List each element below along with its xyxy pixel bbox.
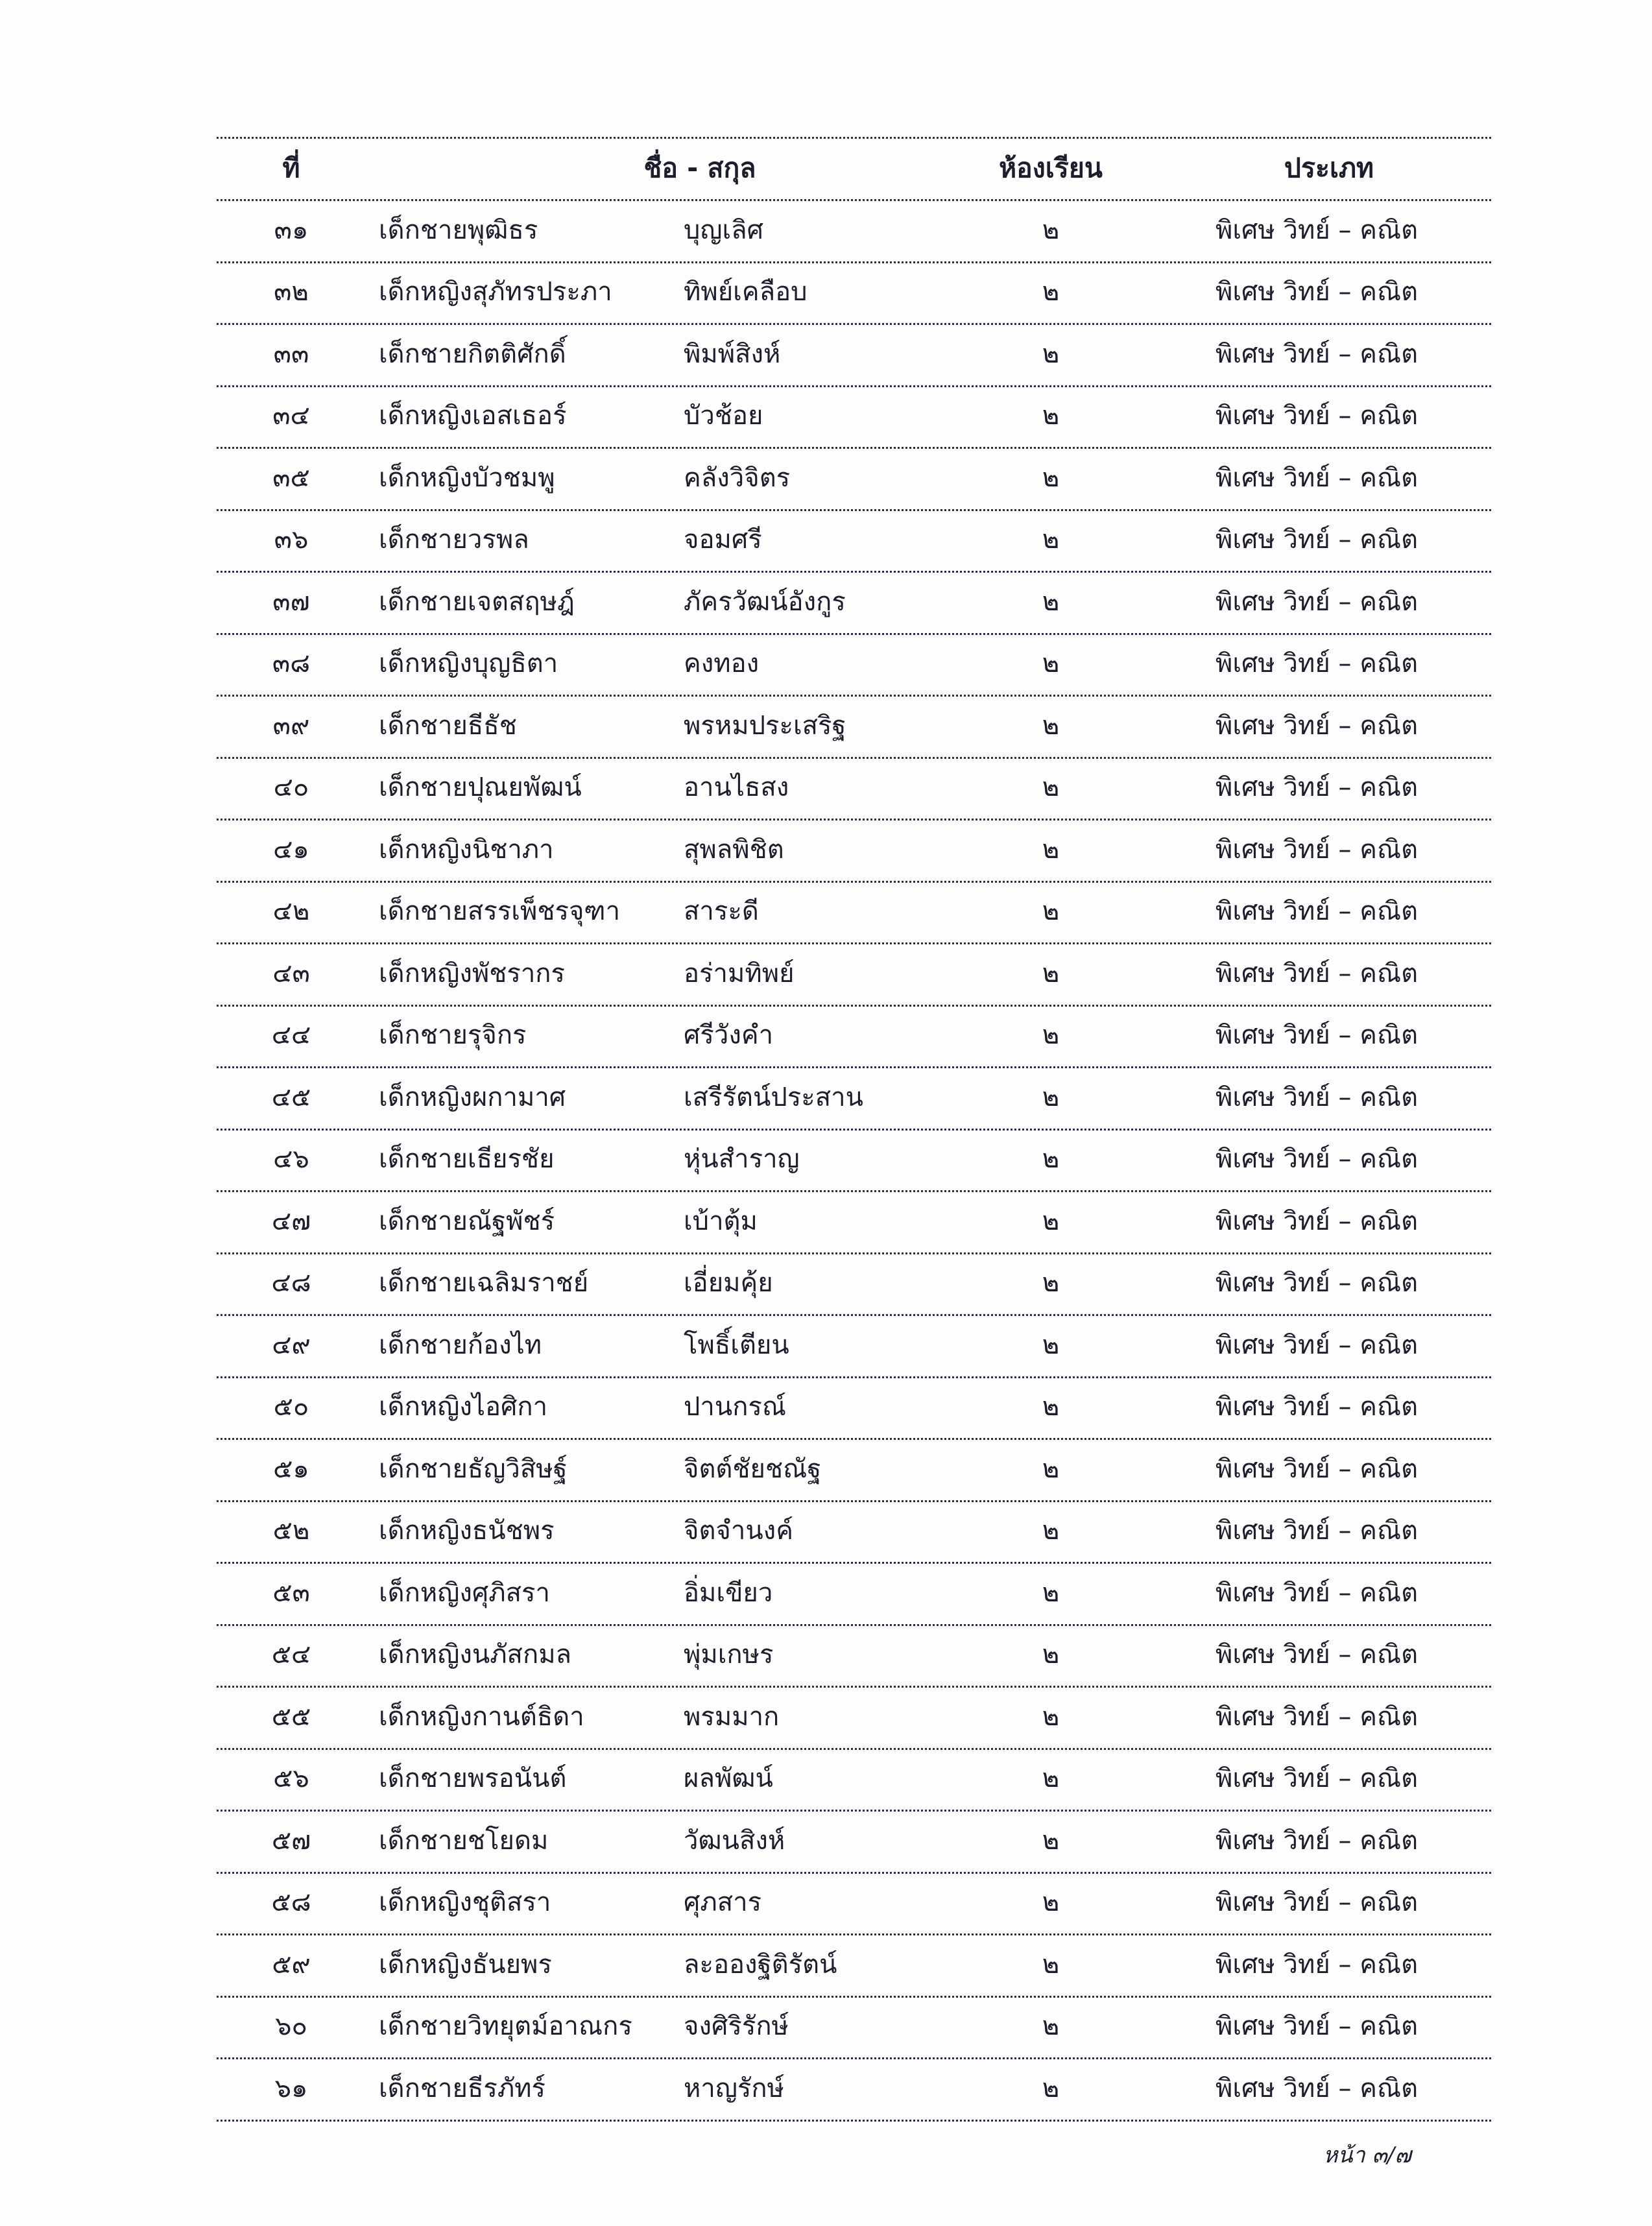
- cell-number: ๕๗: [271, 1825, 311, 1856]
- cell-type: พิเศษ วิทย์ – คณิต: [1215, 339, 1419, 369]
- cell-room: ๒: [1042, 1454, 1060, 1484]
- cell-last-name: คงทอง: [684, 649, 760, 678]
- table-row: [217, 385, 1491, 447]
- table-row: [217, 1376, 1491, 1438]
- cell-type: พิเศษ วิทย์ – คณิต: [1215, 2011, 1419, 2041]
- cell-type: พิเศษ วิทย์ – คณิต: [1215, 1330, 1419, 1360]
- row-divider: [217, 2120, 1491, 2122]
- cell-room: ๒: [1042, 1268, 1060, 1298]
- cell-first-name: เด็กชายวิทยุตม์อาณกร: [379, 2011, 632, 2041]
- header-type: ประเภท: [1284, 152, 1374, 184]
- cell-number: ๓๒: [274, 277, 309, 307]
- table-header-row: [217, 137, 1491, 199]
- cell-type: พิเศษ วิทย์ – คณิต: [1215, 896, 1419, 926]
- cell-first-name: เด็กหญิงเอสเธอร์: [379, 401, 567, 431]
- cell-first-name: เด็กชายสรรเพ็ชรจุฑา: [379, 896, 621, 926]
- table-row: [217, 881, 1491, 942]
- table-row: [217, 633, 1491, 695]
- cell-number: ๔๖: [273, 1144, 309, 1174]
- cell-last-name: อิ่มเขียว: [684, 1577, 773, 1608]
- cell-room: ๒: [1042, 2073, 1060, 2103]
- cell-number: ๔๑: [273, 834, 309, 865]
- cell-room: ๒: [1042, 586, 1060, 617]
- cell-last-name: ศุภสาร: [684, 1887, 762, 1917]
- cell-number: ๔๘: [271, 1268, 311, 1298]
- cell-number: ๓๘: [272, 649, 311, 678]
- cell-first-name: เด็กชายวรพล: [379, 525, 529, 555]
- cell-last-name: ทิพย์เคลือบ: [684, 277, 808, 307]
- cell-room: ๒: [1042, 1949, 1060, 1980]
- cell-last-name: จงศิริรักษ์: [684, 2011, 789, 2041]
- cell-last-name: บัวช้อย: [684, 401, 763, 431]
- table-row: [217, 571, 1491, 632]
- cell-room: ๒: [1042, 1516, 1060, 1546]
- cell-type: พิเศษ วิทย์ – คณิต: [1215, 277, 1419, 307]
- cell-type: พิเศษ วิทย์ – คณิต: [1215, 958, 1419, 988]
- cell-number: ๔๙: [272, 1330, 311, 1360]
- cell-room: ๒: [1042, 525, 1060, 555]
- cell-first-name: เด็กชายธัญวิสิษฐ์: [379, 1454, 568, 1484]
- cell-number: ๔๒: [272, 896, 310, 926]
- table-row: [217, 1810, 1491, 1871]
- table-row: [217, 1252, 1491, 1314]
- cell-last-name: จอมศรี: [684, 525, 762, 555]
- cell-last-name: อานไธสง: [684, 772, 789, 802]
- cell-number: ๓๗: [272, 586, 310, 617]
- table-row: [217, 1686, 1491, 1747]
- cell-first-name: เด็กชายรุจิกร: [379, 1020, 527, 1050]
- cell-room: ๒: [1042, 1144, 1060, 1174]
- cell-number: ๕๖: [273, 1764, 309, 1793]
- cell-type: พิเศษ วิทย์ – คณิต: [1215, 1516, 1419, 1546]
- cell-type: พิเศษ วิทย์ – คณิต: [1215, 401, 1419, 431]
- cell-type: พิเศษ วิทย์ – คณิต: [1215, 1454, 1419, 1484]
- cell-last-name: ภัครวัฒน์อังกูร: [684, 586, 846, 617]
- cell-type: พิเศษ วิทย์ – คณิต: [1215, 1887, 1419, 1917]
- page-number: หน้า ๓/๗: [1323, 2142, 1411, 2168]
- cell-last-name: เสรีรัตน์ประสาน: [684, 1082, 863, 1112]
- cell-first-name: เด็กชายธีรภัทร์: [379, 2073, 546, 2103]
- cell-room: ๒: [1042, 896, 1060, 926]
- cell-type: พิเศษ วิทย์ – คณิต: [1215, 1764, 1419, 1793]
- cell-room: ๒: [1042, 958, 1060, 988]
- cell-room: ๒: [1042, 339, 1060, 369]
- table-row: [217, 509, 1491, 571]
- cell-first-name: เด็กชายก้องไท: [379, 1330, 542, 1360]
- cell-type: พิเศษ วิทย์ – คณิต: [1215, 1701, 1419, 1732]
- cell-number: ๕๓: [272, 1577, 310, 1608]
- table-row: [217, 1129, 1491, 1190]
- cell-last-name: คลังวิจิตร: [684, 462, 791, 493]
- cell-last-name: เบ้าตุ้ม: [684, 1206, 758, 1236]
- cell-first-name: เด็กหญิงสุภัทรประภา: [379, 277, 612, 307]
- cell-number: ๕๙: [272, 1949, 311, 1980]
- table-row: [217, 757, 1491, 819]
- cell-number: ๕๕: [271, 1701, 311, 1732]
- cell-number: ๓๔: [272, 401, 310, 431]
- cell-last-name: ศรีวังคำ: [684, 1020, 774, 1050]
- cell-first-name: เด็กชายชโยดม: [379, 1825, 549, 1856]
- cell-first-name: เด็กหญิงนิชาภา: [379, 834, 554, 865]
- cell-room: ๒: [1042, 462, 1060, 493]
- cell-type: พิเศษ วิทย์ – คณิต: [1215, 772, 1419, 802]
- table-row: [217, 942, 1491, 1004]
- cell-room: ๒: [1042, 1020, 1060, 1050]
- cell-number: ๓๑: [274, 215, 309, 245]
- cell-type: พิเศษ วิทย์ – คณิต: [1215, 834, 1419, 865]
- cell-type: พิเศษ วิทย์ – คณิต: [1215, 1392, 1419, 1422]
- cell-number: ๔๓: [272, 958, 310, 988]
- cell-number: ๔๔: [271, 1020, 311, 1050]
- header-room: ห้องเรียน: [999, 152, 1103, 184]
- cell-last-name: ผลพัฒน์: [684, 1764, 773, 1793]
- cell-last-name: สุพลพิชิต: [684, 834, 784, 865]
- cell-first-name: เด็กหญิงไอศิกา: [379, 1392, 548, 1422]
- cell-room: ๒: [1042, 2011, 1060, 2041]
- cell-last-name: พุ่มเกษร: [684, 1640, 774, 1670]
- table-row: [217, 261, 1491, 323]
- cell-first-name: เด็กชายพรอนันต์: [379, 1764, 567, 1793]
- cell-room: ๒: [1042, 1640, 1060, 1670]
- cell-first-name: เด็กหญิงศุภิสรา: [379, 1577, 550, 1608]
- cell-last-name: โพธิ์เตียน: [684, 1330, 789, 1360]
- cell-room: ๒: [1042, 710, 1060, 741]
- cell-number: ๓๖: [274, 525, 309, 555]
- cell-last-name: จิตจำนงค์: [684, 1516, 793, 1546]
- cell-first-name: เด็กหญิงชุติสรา: [379, 1887, 551, 1917]
- cell-type: พิเศษ วิทย์ – คณิต: [1215, 710, 1419, 741]
- header-name: ชื่อ - สกุล: [643, 152, 756, 184]
- table-row: [217, 695, 1491, 756]
- cell-type: พิเศษ วิทย์ – คณิต: [1215, 1825, 1419, 1856]
- cell-type: พิเศษ วิทย์ – คณิต: [1215, 1082, 1419, 1112]
- cell-first-name: เด็กชายปุณยพัฒน์: [379, 772, 582, 802]
- table-row: [217, 1933, 1491, 1995]
- cell-type: พิเศษ วิทย์ – คณิต: [1215, 1949, 1419, 1980]
- cell-last-name: หาญรักษ์: [684, 2073, 784, 2103]
- cell-type: พิเศษ วิทย์ – คณิต: [1215, 525, 1419, 555]
- cell-room: ๒: [1042, 1825, 1060, 1856]
- cell-first-name: เด็กหญิงธนัชพร: [379, 1516, 555, 1546]
- table-row: [217, 1500, 1491, 1562]
- table-row: [217, 2057, 1491, 2119]
- cell-type: พิเศษ วิทย์ – คณิต: [1215, 1640, 1419, 1670]
- cell-number: ๓๕: [272, 462, 310, 493]
- cell-number: ๕๘: [271, 1887, 311, 1917]
- cell-first-name: เด็กหญิงบัวชมพู: [379, 462, 555, 493]
- cell-room: ๒: [1042, 772, 1060, 802]
- cell-room: ๒: [1042, 649, 1060, 678]
- cell-first-name: เด็กหญิงกานต์ธิดา: [379, 1701, 584, 1732]
- cell-last-name: ละอองฐิติรัตน์: [684, 1949, 837, 1980]
- cell-number: ๓๙: [272, 710, 310, 741]
- table-row: [217, 447, 1491, 509]
- cell-number: ๕๑: [273, 1454, 309, 1484]
- cell-first-name: เด็กหญิงพัชรากร: [379, 958, 566, 988]
- cell-type: พิเศษ วิทย์ – คณิต: [1215, 1577, 1419, 1608]
- cell-last-name: พรหมประเสริฐ: [684, 710, 846, 741]
- cell-first-name: เด็กหญิงนภัสกมล: [379, 1640, 572, 1670]
- cell-type: พิเศษ วิทย์ – คณิต: [1215, 1268, 1419, 1298]
- cell-type: พิเศษ วิทย์ – คณิต: [1215, 2073, 1419, 2103]
- cell-number: ๔๐: [273, 772, 309, 802]
- cell-room: ๒: [1042, 1887, 1060, 1917]
- cell-number: ๕๒: [272, 1516, 310, 1546]
- cell-first-name: เด็กชายพุฒิธร: [379, 215, 538, 245]
- cell-room: ๒: [1042, 277, 1060, 307]
- cell-number: ๕๔: [271, 1640, 311, 1670]
- cell-number: ๕๐: [273, 1392, 309, 1422]
- cell-type: พิเศษ วิทย์ – คณิต: [1215, 586, 1419, 617]
- cell-type: พิเศษ วิทย์ – คณิต: [1215, 1144, 1419, 1174]
- table-row: [217, 1996, 1491, 2057]
- cell-number: ๔๗: [271, 1206, 311, 1236]
- cell-number: ๖๐: [275, 2011, 307, 2041]
- cell-room: ๒: [1042, 1577, 1060, 1608]
- table-row: [217, 1314, 1491, 1376]
- cell-type: พิเศษ วิทย์ – คณิต: [1215, 1206, 1419, 1236]
- table-row: [217, 1066, 1491, 1128]
- cell-last-name: เอี่ยมคุ้ย: [684, 1268, 773, 1298]
- cell-first-name: เด็กหญิงผกามาศ: [379, 1082, 566, 1112]
- cell-room: ๒: [1042, 215, 1060, 245]
- cell-room: ๒: [1042, 1764, 1060, 1793]
- table-row: [217, 1624, 1491, 1686]
- cell-first-name: เด็กชายเฉลิมราชย์: [379, 1268, 589, 1298]
- table-row: [217, 323, 1491, 385]
- cell-first-name: เด็กชายเธียรชัย: [379, 1144, 555, 1174]
- cell-last-name: บุญเลิศ: [684, 215, 764, 245]
- cell-last-name: พิมพ์สิงห์: [684, 339, 781, 369]
- table-row: [217, 1190, 1491, 1252]
- table-row: [217, 199, 1491, 261]
- cell-room: ๒: [1042, 1392, 1060, 1422]
- table-row: [217, 1872, 1491, 1933]
- cell-last-name: พรมมาก: [684, 1701, 780, 1732]
- cell-room: ๒: [1042, 1206, 1060, 1236]
- cell-number: ๖๑: [274, 2073, 308, 2103]
- table-row: [217, 1748, 1491, 1810]
- cell-last-name: วัฒนสิงห์: [684, 1825, 785, 1856]
- table-row: [217, 1438, 1491, 1500]
- cell-first-name: เด็กชายธีธัช: [379, 710, 517, 741]
- cell-room: ๒: [1042, 401, 1060, 431]
- cell-first-name: เด็กหญิงธันยพร: [379, 1949, 552, 1980]
- cell-room: ๒: [1042, 1701, 1060, 1732]
- header-number: ที่: [282, 152, 300, 184]
- cell-last-name: หุ่นสำราญ: [684, 1144, 800, 1174]
- cell-type: พิเศษ วิทย์ – คณิต: [1215, 462, 1419, 493]
- cell-type: พิเศษ วิทย์ – คณิต: [1215, 649, 1419, 678]
- cell-last-name: จิตต์ชัยชณัฐ: [684, 1454, 822, 1484]
- cell-first-name: เด็กชายณัฐพัชร์: [379, 1206, 555, 1236]
- cell-room: ๒: [1042, 1330, 1060, 1360]
- table-row: [217, 1562, 1491, 1623]
- cell-last-name: สาระดี: [684, 896, 759, 926]
- cell-type: พิเศษ วิทย์ – คณิต: [1215, 1020, 1419, 1050]
- table-row: [217, 1005, 1491, 1066]
- cell-first-name: เด็กชายเจตสฤษฎ์: [379, 586, 575, 617]
- cell-room: ๒: [1042, 834, 1060, 865]
- table-row: [217, 819, 1491, 880]
- cell-number: ๔๕: [271, 1082, 311, 1112]
- cell-number: ๓๓: [273, 339, 309, 369]
- cell-last-name: อร่ามทิพย์: [684, 958, 795, 988]
- cell-first-name: เด็กชายกิตติศักดิ์: [379, 339, 566, 369]
- cell-first-name: เด็กหญิงบุญธิตา: [379, 649, 558, 678]
- cell-last-name: ปานกรณ์: [684, 1392, 787, 1422]
- cell-type: พิเศษ วิทย์ – คณิต: [1215, 215, 1419, 245]
- cell-room: ๒: [1042, 1082, 1060, 1112]
